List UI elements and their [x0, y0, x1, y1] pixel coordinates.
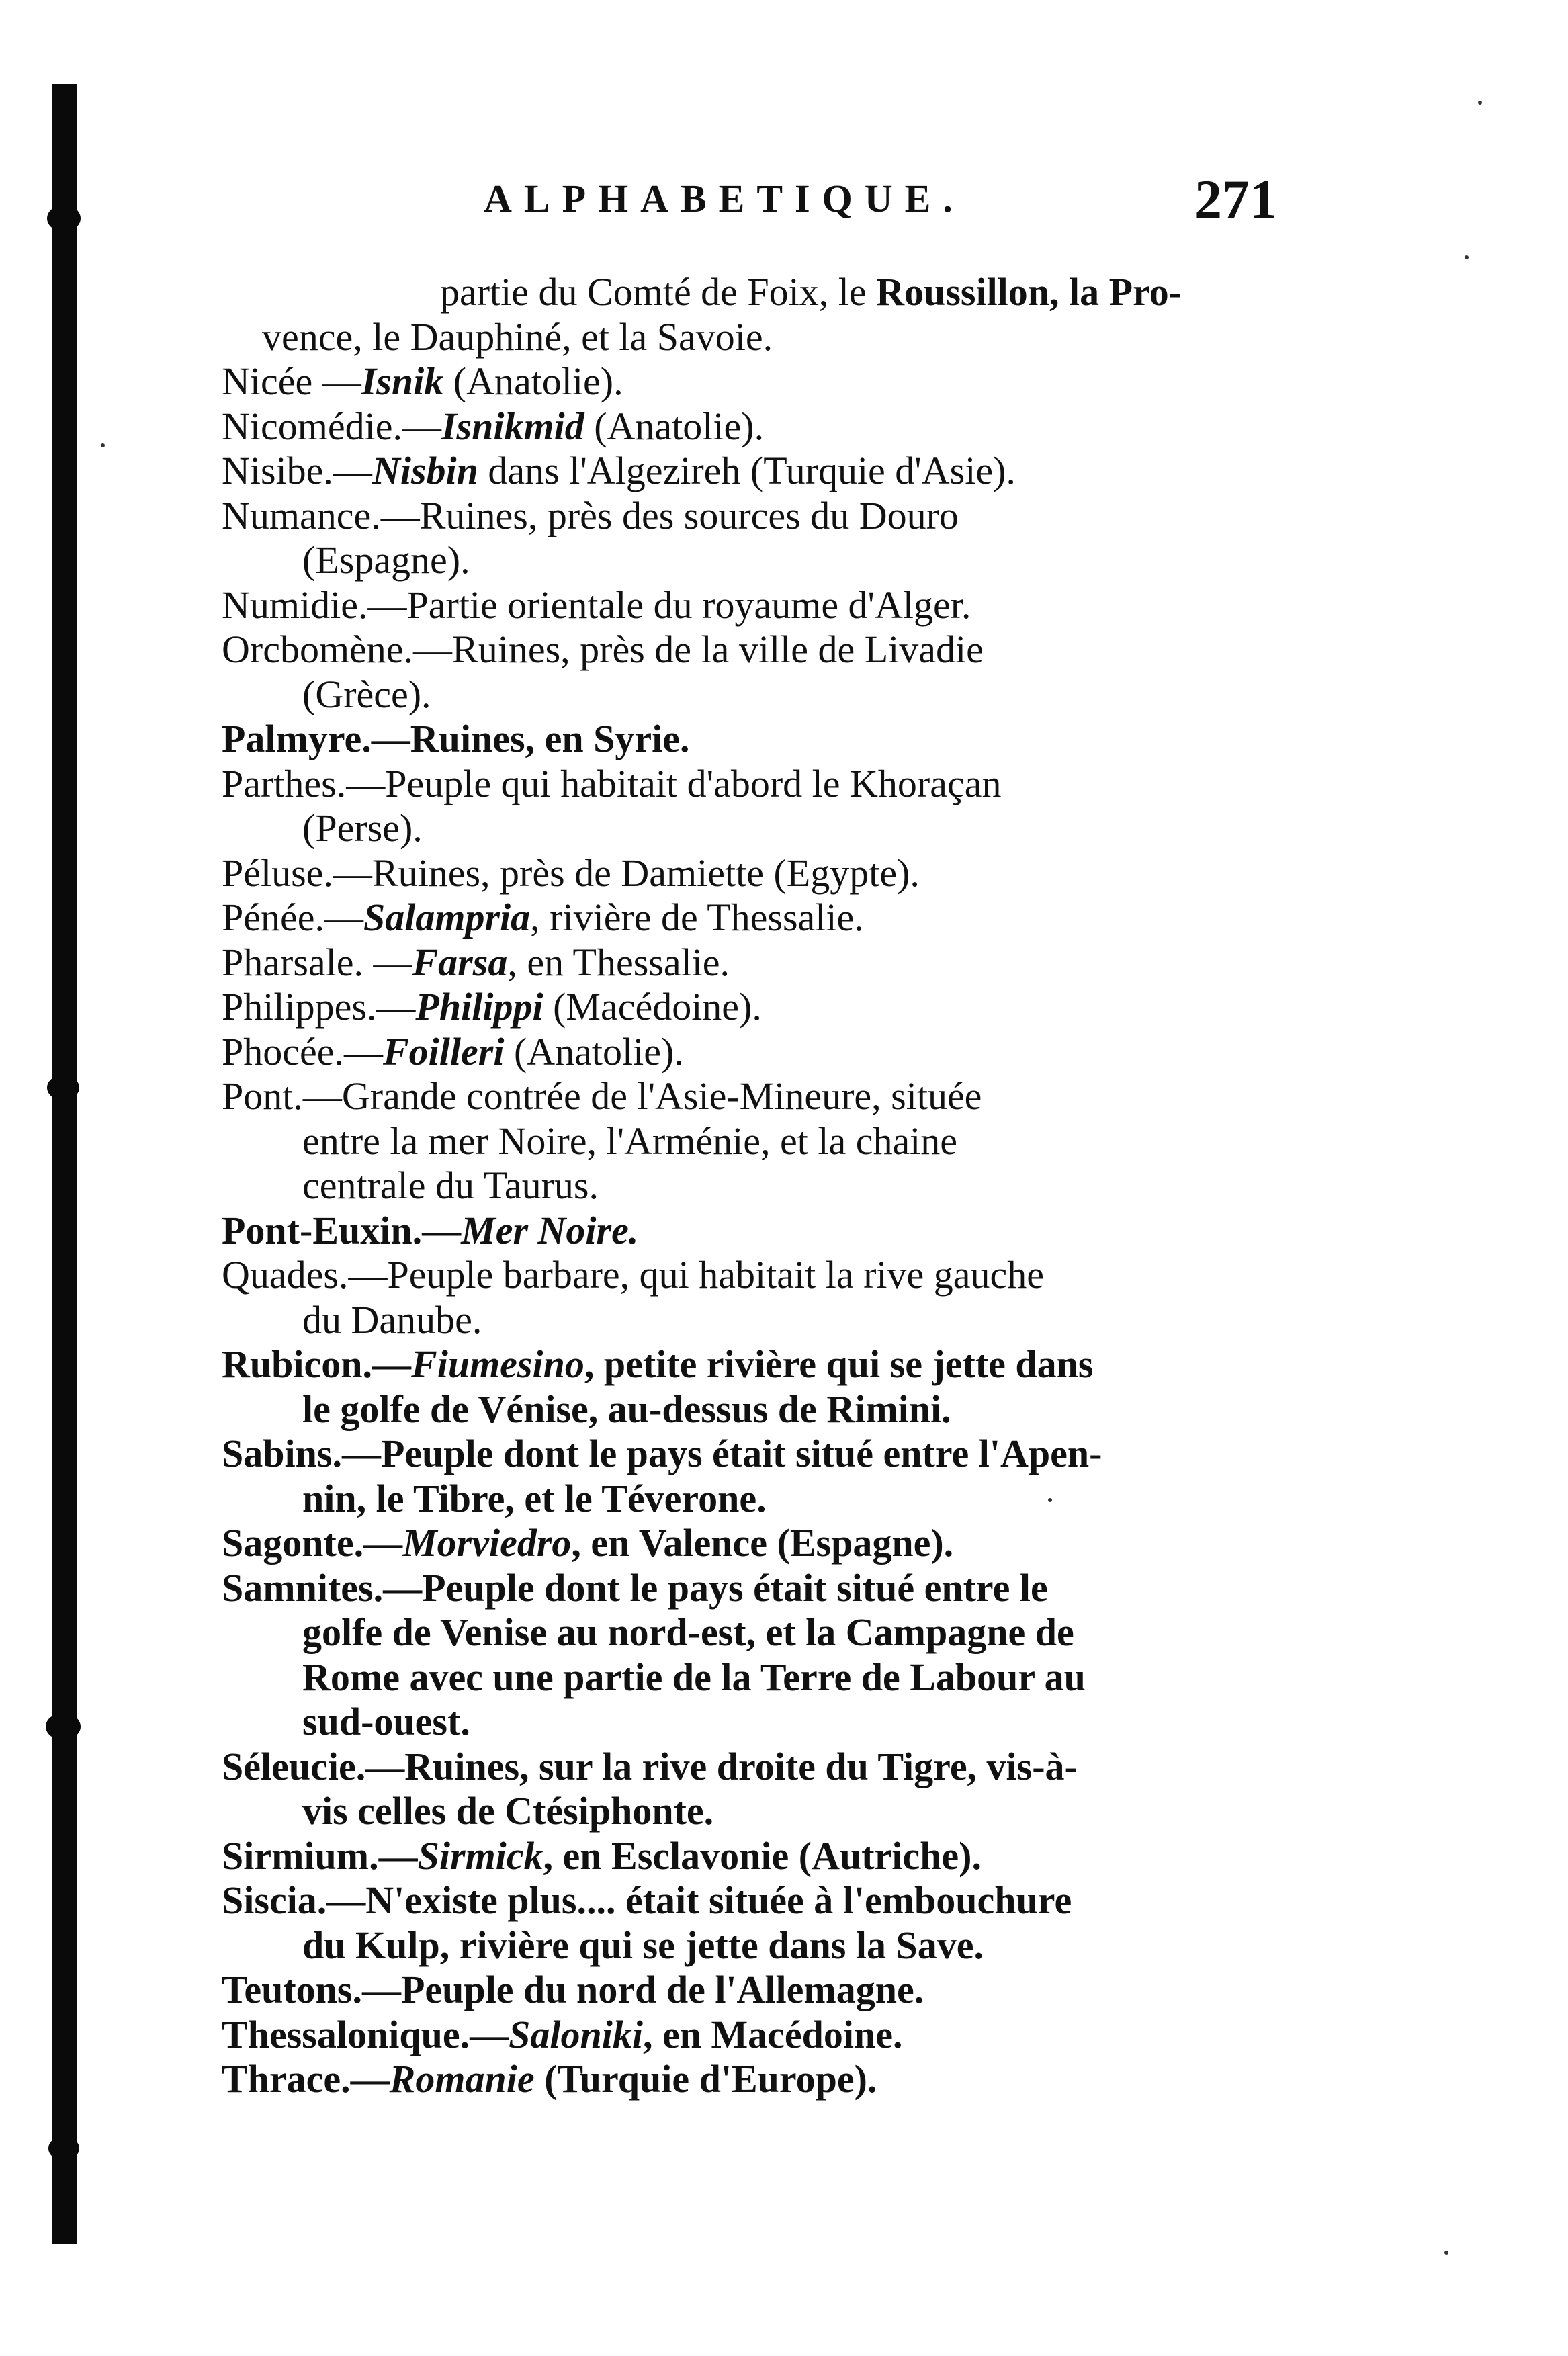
line-text: (Macédoine).	[543, 985, 762, 1029]
text-line	[222, 1029, 684, 1076]
line-text: Nicomédie.—	[222, 404, 441, 448]
text-line	[302, 1788, 713, 1835]
binding-edge	[52, 84, 77, 2244]
text-line	[302, 1654, 1086, 1701]
line-text: Nisibe.—	[222, 449, 372, 492]
line-text: Nicée —	[222, 359, 361, 403]
text-line	[222, 1252, 1044, 1299]
italic-name: Farsa	[412, 940, 508, 984]
line-text: Séleucie.—Ruines, sur la rive droite du Tigre, vis-à-	[222, 1744, 1078, 1788]
italic-name: Romanie	[389, 2057, 535, 2101]
text-line	[222, 1833, 982, 1880]
text-line	[222, 626, 984, 673]
text-line	[302, 671, 431, 718]
line-text: Thessalonique.—	[222, 2012, 509, 2056]
line-text: dans l'Algezireh (Turquie d'Asie).	[478, 449, 1016, 492]
line-text: golfe de Venise au nord-est, et la Campagne de	[302, 1610, 1074, 1654]
binding-notch	[47, 1075, 79, 1100]
line-text: , petite rivière qui se jette dans	[584, 1342, 1094, 1386]
italic-name: Nisbin	[372, 449, 478, 492]
line-text: Parthes.—Peuple qui habitait d'abord le Khoraçan	[222, 761, 1002, 805]
line-text: , en Thessalie.	[507, 940, 730, 984]
line-text: Pont.—Grande contrée de l'Asie-Mineure, située	[222, 1074, 982, 1118]
text-line	[222, 582, 971, 629]
text-line	[302, 1475, 767, 1522]
binding-notch	[46, 1713, 81, 1740]
italic-name: Philippi	[415, 985, 543, 1029]
line-text: (Grèce).	[302, 672, 431, 716]
text-line	[222, 760, 1001, 808]
line-text: sud-ouest.	[302, 1700, 470, 1743]
text-line	[440, 269, 1182, 316]
italic-name: Sirmick	[417, 1833, 543, 1878]
line-text: Samnites.—Peuple dont le pays était situé entre le	[222, 1565, 1048, 1610]
line-text: vis celles de Ctésiphonte.	[302, 1789, 714, 1833]
line-text: Orcbomène.—Ruines, près de la ville de Livadie	[222, 627, 984, 671]
line-text: Numidie.—Partie orientale du royaume d'Alger.	[222, 582, 971, 627]
text-line	[262, 314, 773, 361]
line-text: Péluse.—Ruines, près de Damiette (Egypte).	[222, 850, 920, 895]
text-line	[222, 1520, 953, 1567]
line-text: du Kulp, rivière qui se jette dans la Save.	[302, 1923, 984, 1967]
line-text: Pont-Euxin.—	[222, 1208, 462, 1252]
text-line	[222, 1207, 638, 1254]
line-text: , en Esclavonie (Autriche).	[543, 1833, 982, 1878]
line-text: Siscia.—N'existe plus.... était située à l'embouchure	[222, 1878, 1072, 1922]
line-text: Rome avec une partie de la Terre de Labour au	[302, 1655, 1086, 1699]
line-text: Sabins.—Peuple dont le pays était situé entre l'Apen-	[222, 1432, 1102, 1475]
running-head: ALPHABETIQUE.	[484, 177, 965, 220]
text-line	[222, 1565, 1048, 1612]
text-line	[302, 1162, 599, 1209]
line-text: Pénée.—	[222, 896, 363, 939]
italic-name: Salampria	[363, 896, 531, 939]
text-line	[302, 1698, 470, 1745]
line-text: Sirmium.—	[222, 1833, 418, 1878]
italic-name: Foilleri	[383, 1029, 505, 1074]
text-line	[222, 1966, 924, 2013]
italic-name: Morviedro	[402, 1521, 572, 1565]
line-text: Teutons.—Peuple du nord de l'Allemagne.	[222, 1968, 924, 2011]
text-line	[222, 1743, 1078, 1790]
line-text: Quades.—Peuple barbare, qui habitait la rive gauche	[222, 1253, 1044, 1297]
italic-name: Fiumesino	[411, 1342, 584, 1386]
binding-notch	[48, 2136, 79, 2161]
line-text: , rivière de Thessalie.	[530, 896, 864, 939]
line-text: le golfe de Vénise, au-dessus de Rimini.	[302, 1387, 951, 1431]
line-text: Roussillon, la Pro-	[876, 270, 1182, 314]
text-line	[302, 537, 470, 584]
line-text: Phocée.—	[222, 1029, 383, 1074]
text-line	[222, 1341, 1093, 1388]
italic-name: Mer Noire.	[461, 1208, 639, 1252]
line-text: du Danube.	[302, 1297, 482, 1342]
italic-name: Saloniki	[509, 2012, 643, 2056]
text-line	[302, 1609, 1074, 1656]
page-number: 271	[1194, 169, 1277, 230]
text-line	[222, 2011, 903, 2058]
text-line	[222, 492, 959, 539]
line-text: Numance.—Ruines, près des sources du Douro	[222, 493, 959, 537]
text-line	[302, 1118, 957, 1165]
text-line	[222, 447, 1016, 494]
text-line	[222, 358, 623, 405]
text-line	[222, 939, 730, 986]
text-line	[222, 1877, 1072, 1924]
text-line	[222, 715, 689, 762]
text-line	[222, 1430, 1102, 1477]
line-text: Rubicon.—	[222, 1342, 412, 1386]
line-text: (Anatolie).	[504, 1029, 684, 1074]
line-text: nin, le Tibre, et le Téverone.	[302, 1476, 767, 1520]
line-text: Thrace.—	[222, 2057, 390, 2101]
line-text: (Espagne).	[302, 538, 470, 582]
text-line	[302, 1386, 951, 1433]
italic-name: Isnik	[361, 359, 444, 403]
line-text: (Turquie d'Europe).	[534, 2057, 877, 2101]
binding-notch	[47, 205, 81, 232]
text-line	[222, 894, 864, 941]
italic-name: Isnikmid	[441, 404, 584, 448]
line-text: Philippes.—	[222, 985, 416, 1029]
line-text: Pharsale. —	[222, 940, 412, 984]
text-line	[222, 403, 764, 450]
line-text: (Perse).	[302, 806, 423, 850]
line-text: centrale du Taurus.	[302, 1164, 599, 1207]
text-line	[222, 1073, 982, 1120]
line-text: Palmyre.—Ruines, en Syrie.	[222, 717, 690, 760]
text-line	[302, 805, 423, 852]
line-text: , en Valence (Espagne).	[571, 1521, 954, 1565]
line-text: partie du Comté de Foix, le	[440, 270, 877, 314]
text-line	[222, 984, 762, 1031]
text-line	[222, 2056, 877, 2103]
text-line	[302, 1297, 482, 1344]
line-text: , en Macédoine.	[642, 2012, 903, 2056]
line-text: (Anatolie).	[584, 404, 765, 448]
line-text: Sagonte.—	[222, 1521, 403, 1565]
line-text: vence, le Dauphiné, et la Savoie.	[262, 314, 773, 359]
line-text: entre la mer Noire, l'Arménie, et la chaine	[302, 1119, 958, 1163]
text-line	[222, 850, 920, 897]
line-text: (Anatolie).	[443, 359, 623, 403]
text-line	[302, 1922, 984, 1969]
